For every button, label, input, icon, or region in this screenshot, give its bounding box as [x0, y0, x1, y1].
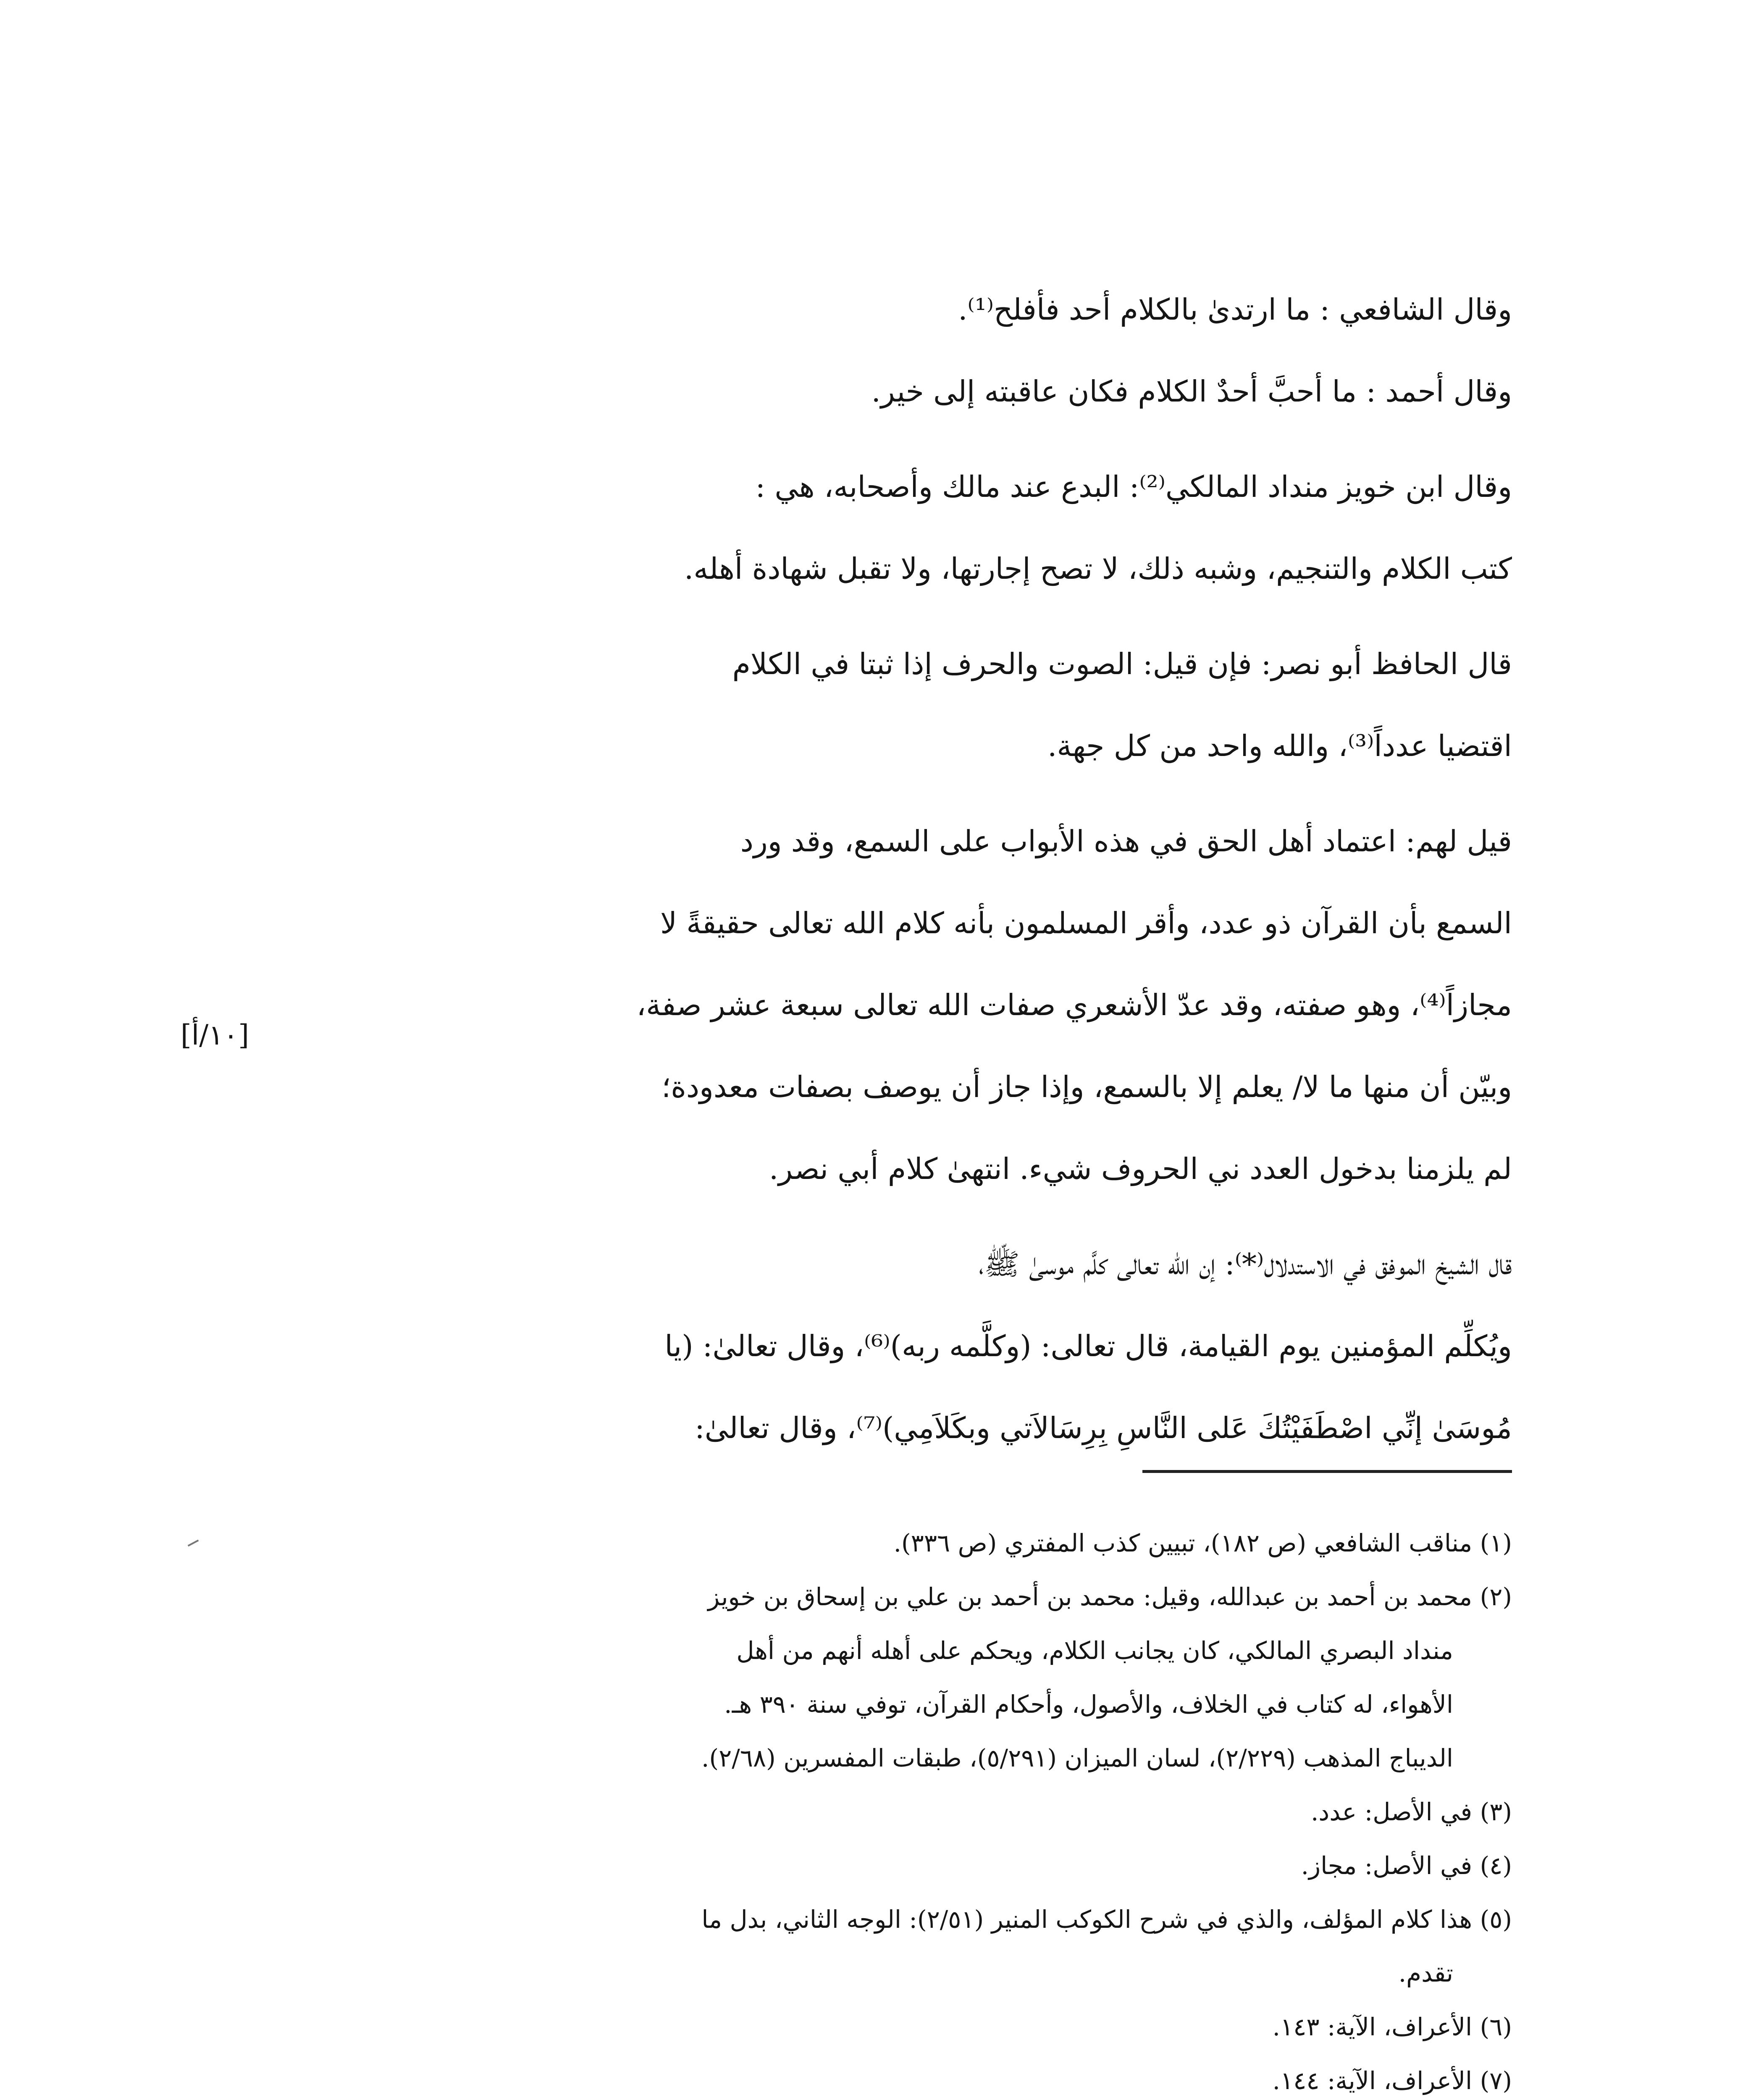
- text-line: قال الحافظ أبو نصر: فإن قيل: الصوت والحرف إذا ثبتا في الكلام: [732, 647, 1512, 681]
- paragraph-muwaffaq: [302, 1223, 1512, 1469]
- paragraph-reply: [302, 801, 1512, 1210]
- footnotes: [302, 1516, 1512, 2100]
- footnote-1: (١) مناقب الشافعي (ص ١٨٢)، تبيين كذب المفتري (ص ٣٣٦).: [893, 1529, 1512, 1557]
- text-line: وبيّن أن منها ما لا/ يعلم إلا بالسمع، وإذا جاز أن يوصف بصفات معدودة؛: [661, 1070, 1512, 1104]
- text-line: وقال الشافعي : ما ارتدىٰ بالكلام أحد فأفلح⁽¹⁾.: [958, 292, 1512, 327]
- footnote-2-continued: الديباج المذهب (٢/٢٢٩)، لسان الميزان (٥/٢٩١)، طبقات المفسرين (٢/٦٨).: [701, 1744, 1453, 1772]
- stray-scan-mark: [188, 1540, 199, 1547]
- footnote-2-continued: منداد البصري المالكي، كان يجانب الكلام، ويحكم على أهله أنهم من أهل: [736, 1636, 1453, 1665]
- footnote-4: (٤) في الأصل: مجاز.: [1301, 1851, 1512, 1880]
- footnote-7: (٧) الأعراف، الآية: ١٤٤.: [1272, 2066, 1512, 2095]
- text-line: قال الشيخ الموفق في الاستدلال⁽*⁾: إن الله تعالى كلَّم موسىٰ ﷺ،: [978, 1247, 1512, 1281]
- text-line: لم يلزمنا بدخول العدد ني الحروف شيء. انتهىٰ كلام أبي نصر.: [769, 1152, 1512, 1186]
- marginal-folio-marker: [١٠/أ]: [181, 1019, 249, 1051]
- footnote-5: (٥) هذا كلام المؤلف، والذي في شرح الكوكب المنير (٢/٥١): الوجه الثاني، بدل ما: [701, 1905, 1512, 1934]
- footnote-divider: [1142, 1470, 1512, 1473]
- footnote-3: (٣) في الأصل: عدد.: [1310, 1798, 1512, 1826]
- footnote-2: (٢) محمد بن أحمد بن عبدالله، وقيل: محمد بن أحمد بن علي بن إسحاق بن خويز: [708, 1583, 1512, 1611]
- text-line: مجازاً⁽⁴⁾، وهو صفته، وقد عدّ الأشعري صفات الله تعالى سبعة عشر صفة،: [636, 988, 1512, 1022]
- paragraph-ibn-khuwayz: [302, 446, 1512, 610]
- text-line: قيل لهم: اعتماد أهل الحق في هذه الأبواب على السمع، وقد ورد: [740, 824, 1512, 858]
- main-text: [302, 269, 1512, 1469]
- text-line: اقتضيا عدداً⁽³⁾، والله واحد من كل جهة.: [1047, 729, 1512, 763]
- text-line: وقال أحمد : ما أحبَّ أحدٌ الكلام فكان عاقبته إلى خير.: [871, 374, 1512, 409]
- text-line: وقال ابن خويز منداد المالكي⁽²⁾: البدع عند مالك وأصحابه، هي :: [755, 470, 1512, 504]
- paragraph-shafii-ahmad: [302, 269, 1512, 433]
- footnote-5-continued: تقدم.: [1398, 1959, 1453, 1987]
- footnote-6: (٦) الأعراف، الآية: ١٤٣.: [1272, 2013, 1512, 2041]
- paragraph-abu-nasr: [302, 623, 1512, 787]
- footnote-2-continued: الأهواء، له كتاب في الخلاف، والأصول، وأحكام القرآن، توفي سنة ٣٩٠ هـ.: [724, 1690, 1453, 1719]
- text-line: السمع بأن القرآن ذو عدد، وأقر المسلمون بأنه كلام الله تعالى حقيقةً لا: [660, 906, 1512, 940]
- text-line: مُوسَىٰ إنِّي اصْطَفَيْتُكَ عَلى النَّاسِ بِرِسَالاَتي وبكَلاَمِي)⁽⁷⁾، وقال تعالىٰ:: [695, 1411, 1512, 1445]
- text-line: ويُكلِّم المؤمنين يوم القيامة، قال تعالى: (وكلَّمه ربه)⁽⁶⁾، وقال تعالىٰ: (يا: [664, 1329, 1512, 1363]
- text-line: كتب الكلام والتنجيم، وشبه ذلك، لا تصح إجارتها، ولا تقبل شهادة أهله.: [684, 551, 1512, 586]
